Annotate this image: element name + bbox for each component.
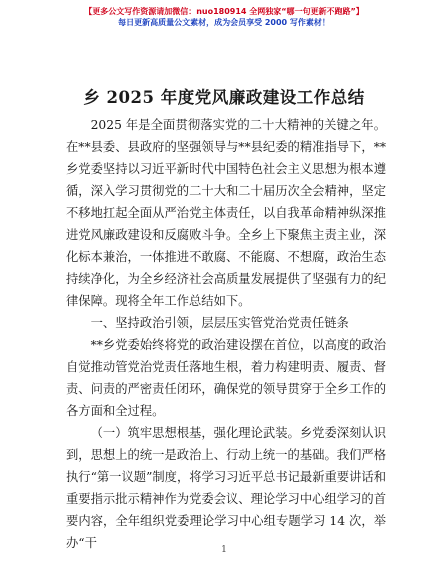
promo-banner-line-2: 每日更新高质量公文素材，成为会员享受 2000 写作素材！ <box>118 18 330 27</box>
section-heading-1: 一、坚持政治引领，层层压实管党治党责任链条 <box>90 316 349 330</box>
promo-banner-line-1: 【更多公文写作资源请加微信：nuo180914 全网独家“哪一句更新不跑路”】 <box>84 7 364 16</box>
document-title: 乡 2025 年度党风廉政建设工作总结 <box>83 88 365 107</box>
section-1-paragraph: **乡党委始终将党的政治建设摆在首位，以高度的政治自觉推动管党治党责任落地生根，着力构建明责、履责、督责、问责的严密责任闭环，确保党的领导贯穿于全乡工作的各方面和全过程。 <box>66 338 386 418</box>
page-number: 1 <box>221 545 227 555</box>
promo-banner <box>0 6 448 28</box>
document-body <box>66 114 386 554</box>
intro-paragraph: 2025 年是全面贯彻落实党的二十大精神的关键之年。在**县委、县政府的坚强领导与**县纪委的精准指导下，**乡党委坚持以习近平新时代中国特色社会主义思想为根本遵循，深入学习贯彻党的二十大和二十届历次全会精神，坚定不移地扛起全面从严治党主体责任，以自我革命精神纵深推进党风廉政建设和反腐败斗争。全乡上下聚焦主责主业，深化标本兼治，一体推进不敢腐、不能腐、不想腐，政治生态持续净化，为全乡经济社会高质量发展提供了坚强有力的纪律保障。现将全年工作总结如下。 <box>66 118 386 308</box>
subsection-1-paragraph: （一）筑牢思想根基，强化理论武装。乡党委深刻认识到，思想上的统一是政治上、行动上统一的基础。我们严格执行“第一议题”制度，将学习习近平总书记最新重要讲话和重要指示批示精神作为党委会议、理论学习中心组学习的首要内容，全年组织党委理论学习中心组专题学习 14 次，举办“干 <box>66 426 386 550</box>
